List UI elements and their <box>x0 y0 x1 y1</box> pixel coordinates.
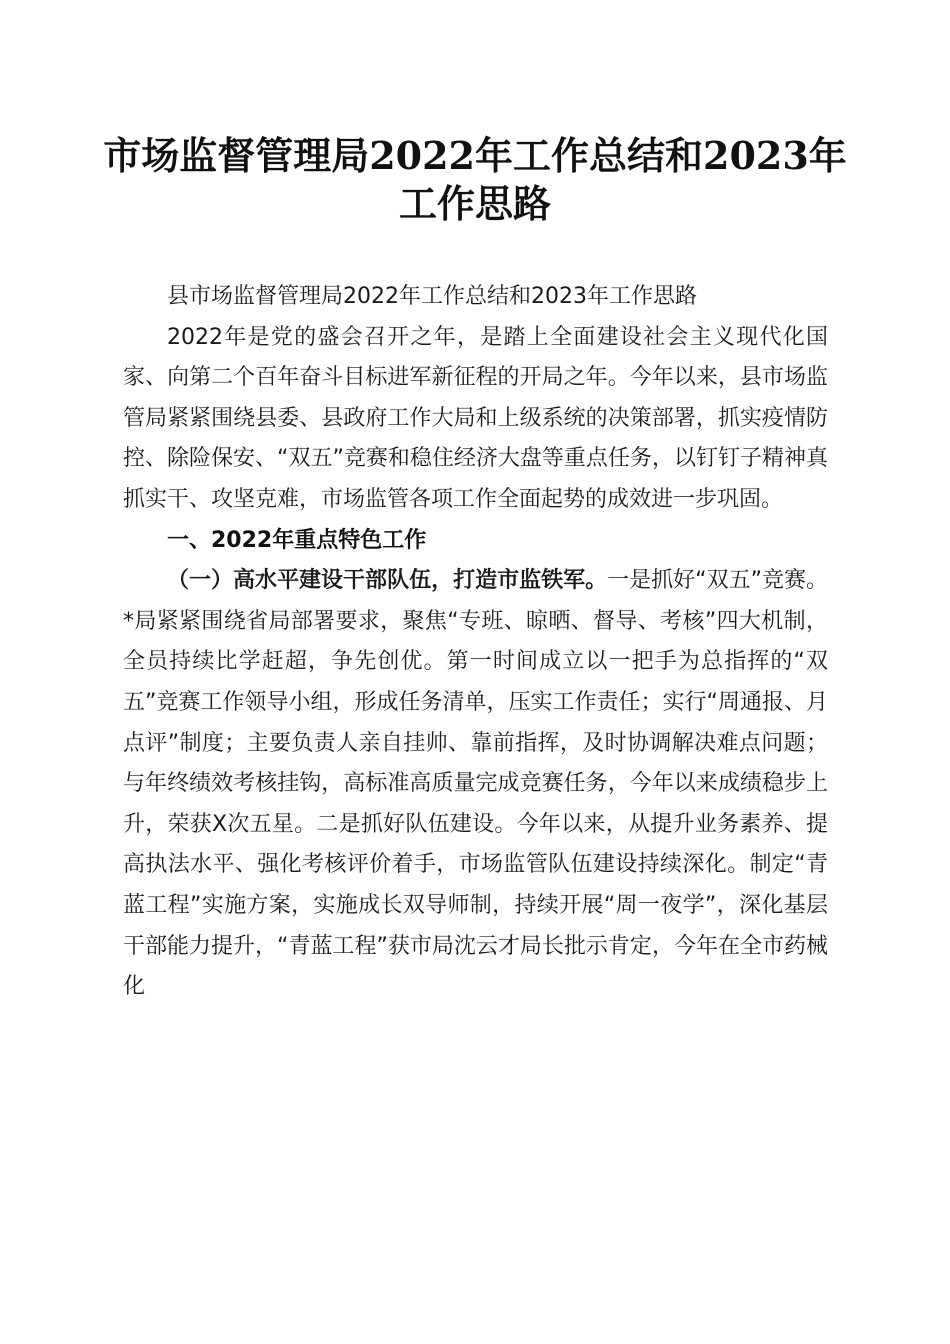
section-heading: 一、2022年重点特色工作 <box>167 527 427 553</box>
paragraph-lead: （一）高水平建设干部队伍，打造市监铁军。 <box>167 568 608 594</box>
document-title: 市场监督管理局2022年工作总结和2023年工作思路 <box>103 133 847 226</box>
intro-paragraph: 2022年是党的盛会召开之年，是踏上全面建设社会主义现代化国家、向第二个百年奋斗目标进军新征程的开局之年。今年以来，县市场监管局紧紧围绕县委、县政府工作大局和上级系统的决策部署，抓实疫情防控、除险保安、“双五”竞赛和稳住经济大盘等重点任务，以钉钉子精神真抓实干、攻坚克难，市场监管各项工作全面起势的成效进一步巩固。 <box>123 324 828 512</box>
paragraph-text: 一是抓好“双五”竞赛。*局紧紧围绕省局部署要求，聚焦“专班、晾晒、督导、考核”四大机制，全员持续比学赶超，争先创优。第一时间成立以一把手为总指挥的“双五”竞赛工作领导小组，形成任务清单，压实工作责任；实行“周通报、月点评”制度；主要负责人亲自挂帅、靠前指挥，及时协调解决难点问题；与年终绩效考核挂钩，高标准高质量完成竞赛任务，今年以来成绩稳步上升，荣获X次五星。二是抓好队伍建设。今年以来，从提升业务素养、提高执法水平、强化考核评价着手，市场监管队伍建设持续深化。制定“青蓝工程”实施方案，实施成长双导师制，持续开展“周一夜学”，深化基层干部能力提升，“青蓝工程”获市局沈云才局长批示肯定，今年在全市药械化 <box>123 568 828 1000</box>
body-paragraph <box>123 561 828 1008</box>
document-subtitle: 县市场监督管理局2022年工作总结和2023年工作思路 <box>167 284 697 309</box>
document-body <box>123 277 828 1008</box>
